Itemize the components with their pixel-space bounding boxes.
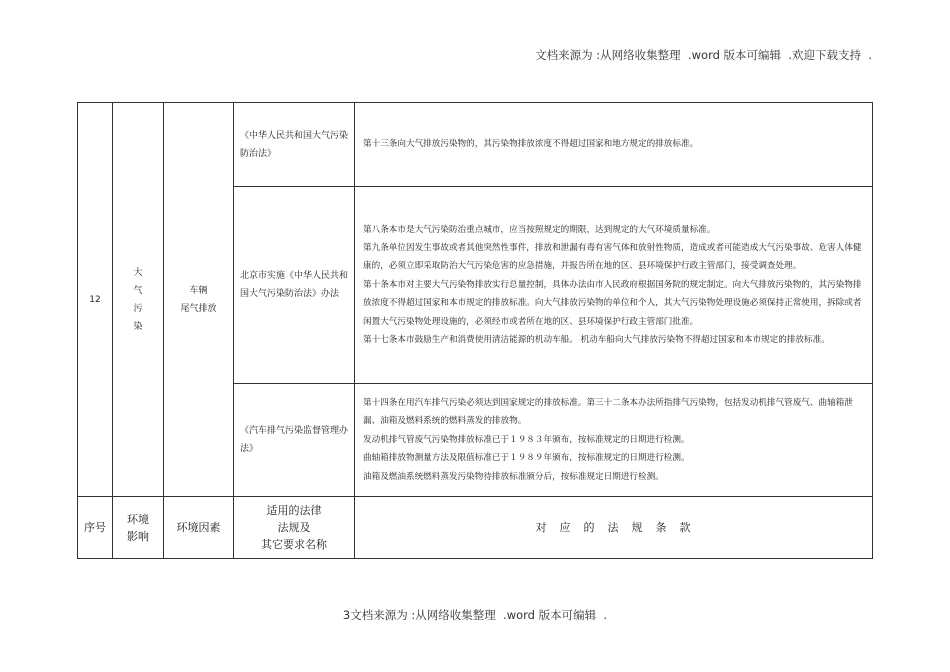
footer-note: 3文档来源为 :从网络收集整理 .word 版本可编辑 . — [342, 608, 608, 622]
header-law-line: 其它要求名称 — [261, 538, 327, 551]
header-environmental-impact — [113, 497, 164, 559]
clause-text: 第十三条向大气排放污染物的，其污染物排放浓度不得超过国家和地方规定的排放标准。 — [363, 139, 699, 150]
environmental-impact-cell — [113, 103, 164, 497]
clause-text: 曲轴箱排放物测量方法及限值标准已于１９８９年颁布，按标准规定的日期进行检测。 — [363, 453, 690, 464]
clause-text: 第十七条本市鼓励生产和消费使用清洁能源的机动车船。 机动车船向大气排放污染物不得超过国家和本市规定的排放标准。 — [363, 335, 830, 346]
factor-line: 尾气排放 — [180, 303, 217, 314]
clause-text: 油箱及燃油系统燃料蒸发污染物待排放标准颁分后，按标准规定日期进行检测。 — [363, 471, 664, 482]
header-env-line: 环境 — [127, 512, 149, 526]
header-clause: 对 应 的 法 规 条 款 — [355, 497, 873, 559]
header-law-line: 法规及 — [277, 521, 311, 534]
regulation-table — [77, 102, 873, 559]
env-char: 大 — [133, 267, 143, 278]
header-environmental-factor: 环境因素 — [164, 497, 234, 559]
table-header-row — [78, 497, 873, 559]
header-serial: 序号 — [78, 497, 113, 559]
factor-line: 车辆 — [189, 285, 208, 296]
table-row — [78, 103, 873, 187]
clause-cell — [355, 103, 873, 187]
clause-text: 第十条本市对主要大气污染物排放实行总量控制，具体办法由市人民政府根据国务院的规定制定。向大气排放污染物的，其污染物排放浓度不得超过国家和本市规定的排放标准。向大气排放污染物的单位和个人，其大气污染物处理设施必须保持正常使用，拆除或者闲置大气污染物处理设施的，必须经市或者所在地的区、县环境保护行政主管部门批准。 — [363, 279, 862, 327]
header-law-line: 适用的法律 — [266, 504, 322, 517]
header-env-line: 影响 — [127, 529, 149, 543]
clause-text: 发动机排气管废气污染物排放标准已于１９８３年颁布，按标准规定的日期进行检测。 — [363, 434, 690, 445]
header-note: 文档来源为 :从网络收集整理 .word 版本可编辑 .欢迎下载支持 . — [535, 48, 872, 62]
law-name: 北京市实施《中华人民共和国大气污染防治法》办法 — [234, 187, 355, 384]
law-name: 《中华人民共和国大气污染防治法》 — [234, 103, 355, 187]
header-law-name — [234, 497, 355, 559]
environmental-factor-cell — [164, 103, 234, 497]
env-char: 气 — [133, 285, 143, 296]
clause-text: 第八条本市是大气污染防治重点城市，应当按照规定的期限，达到规定的大气环境质量标准。 — [363, 224, 716, 235]
clause-cell — [355, 187, 873, 384]
clause-text: 第十四条在用汽车排气污染必须达到国家规定的排放标准。第三十二条本办法所指排气污染物，包括发动机排气管废气、曲轴箱泄漏、油箱及燃料系统的燃料蒸发的排放物。 — [363, 397, 853, 427]
env-char: 染 — [133, 321, 143, 332]
clause-cell — [355, 384, 873, 497]
law-name: 《汽车排气污染监督管理办法》 — [234, 384, 355, 497]
row-number: 12 — [78, 103, 113, 497]
clause-text: 第九条单位因发生事故或者其他突然性事件，排放和泄漏有毒有害气体和放射性物质，造成或者可能造成大气污染事故、危害人体健康的，必须立即采取防治大气污染危害的应急措施，并报告所在地的区、县环境保护行政主管部门，接受调查处理。 — [363, 242, 862, 272]
env-char: 污 — [133, 303, 143, 314]
